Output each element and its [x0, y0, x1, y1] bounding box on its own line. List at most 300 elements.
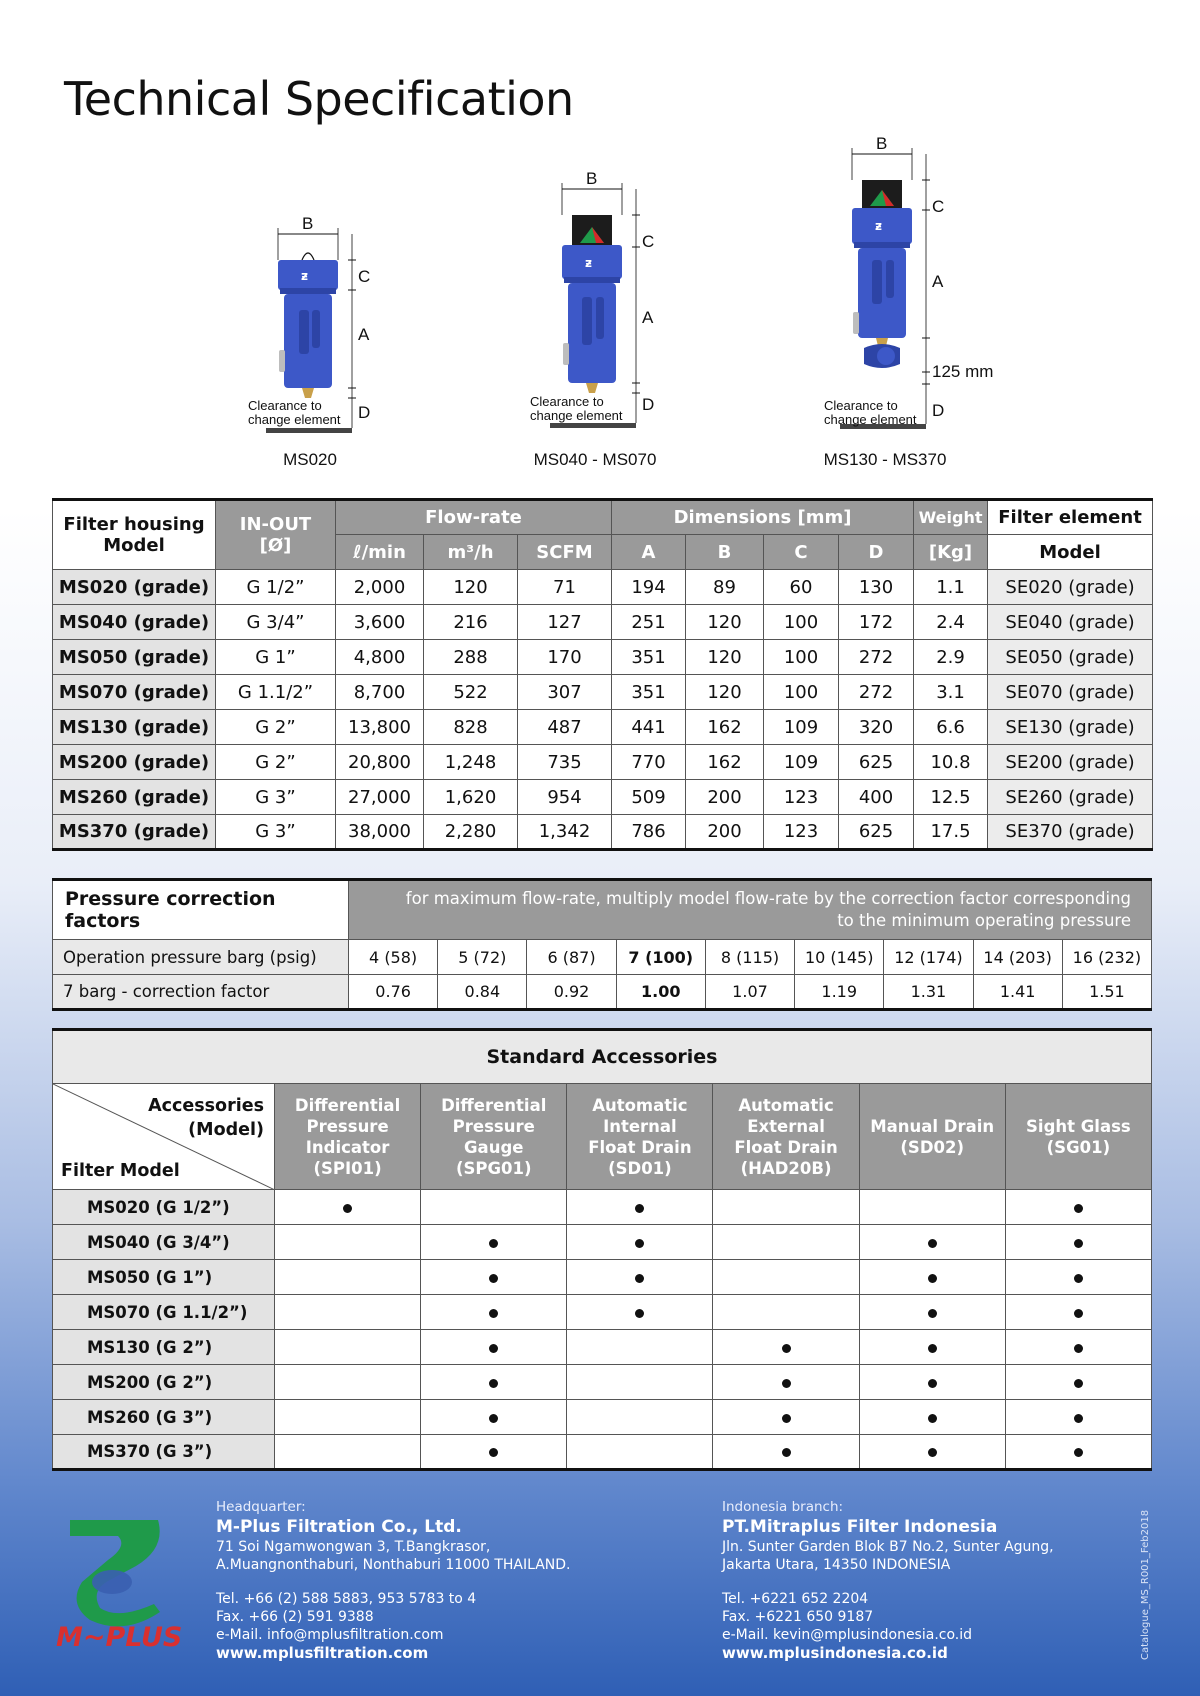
bullet-dot-icon [343, 1204, 352, 1213]
branch-address-line-2: Jakarta Utara, 14350 INDONESIA [722, 1557, 951, 1573]
accessory-row [53, 1260, 1152, 1295]
spec-value-cell: 100 [764, 605, 839, 640]
bullet-dot-icon [782, 1448, 791, 1457]
accessory-mark-cell [1005, 1295, 1151, 1330]
spec-value-cell: 12.5 [914, 780, 988, 815]
bullet-dot-icon [489, 1414, 498, 1423]
accessory-model-cell: MS020 (G 1/2”) [53, 1190, 275, 1225]
accessory-column-header [1005, 1084, 1151, 1190]
spec-value-cell: 172 [839, 605, 914, 640]
subheader-cell: [Kg] [914, 535, 988, 570]
accessory-mark-cell [567, 1225, 713, 1260]
accessory-mark-cell [567, 1330, 713, 1365]
bullet-dot-icon [489, 1379, 498, 1388]
accessory-model-cell: MS040 (G 3/4”) [53, 1225, 275, 1260]
bullet-dot-icon [782, 1344, 791, 1353]
spec-value-cell: 625 [839, 815, 914, 850]
accessory-header-line: Automatic [592, 1095, 688, 1115]
dim-c-label: C [932, 197, 945, 216]
header-model-line-2: Model [103, 535, 165, 556]
spec-value-cell: G 1/2” [216, 570, 336, 605]
spec-value-cell: 735 [518, 745, 612, 780]
pressure-value-cell: 8 (115) [705, 940, 794, 975]
bullet-dot-icon [1074, 1239, 1083, 1248]
bullet-dot-icon [928, 1414, 937, 1423]
spec-value-cell: 954 [518, 780, 612, 815]
accessory-header-line: Automatic [738, 1095, 834, 1115]
spec-value-cell: 2,280 [424, 815, 518, 850]
bullet-dot-icon [782, 1379, 791, 1388]
accessory-mark-cell [859, 1400, 1005, 1435]
spec-value-cell: 20,800 [336, 745, 424, 780]
bullet-dot-icon [635, 1309, 644, 1318]
factor-value-cell: 1.00 [616, 975, 705, 1010]
figure-caption-ms130-ms370: MS130 - MS370 [823, 450, 947, 469]
accessory-model-cell: MS200 (G 2”) [53, 1365, 275, 1400]
accessory-mark-cell [713, 1400, 859, 1435]
spec-value-cell: 320 [839, 710, 914, 745]
bullet-dot-icon [489, 1344, 498, 1353]
spec-element-cell: SE200 (grade) [988, 745, 1153, 780]
spec-value-cell: 3,600 [336, 605, 424, 640]
spec-value-cell: 100 [764, 675, 839, 710]
spec-row [53, 780, 1153, 815]
accessory-model-cell: MS260 (G 3”) [53, 1400, 275, 1435]
subheader-cell: A [612, 535, 686, 570]
spec-value-cell: 89 [686, 570, 764, 605]
header-inout-line-1: IN-OUT [239, 514, 312, 535]
spec-value-cell: 38,000 [336, 815, 424, 850]
bullet-dot-icon [1074, 1204, 1083, 1213]
spec-element-cell: SE020 (grade) [988, 570, 1153, 605]
accessory-mark-cell [1005, 1365, 1151, 1400]
accessory-header-line: Differential [294, 1095, 401, 1115]
spec-value-cell: G 2” [216, 710, 336, 745]
filter-drawing-ms040 [520, 165, 670, 435]
accessories-corner-cell [53, 1084, 275, 1190]
spec-value-cell: 60 [764, 570, 839, 605]
bullet-dot-icon [489, 1309, 498, 1318]
hq-company: M-Plus Filtration Co., Ltd. [216, 1517, 462, 1537]
accessory-mark-cell [859, 1435, 1005, 1470]
accessory-mark-cell [859, 1225, 1005, 1260]
dim-b-label: B [586, 169, 598, 188]
accessory-mark-cell [567, 1365, 713, 1400]
dim-d-label: D [932, 401, 945, 420]
spec-value-cell: 272 [839, 675, 914, 710]
pressure-value-cell: 6 (87) [527, 940, 616, 975]
spec-element-cell: SE130 (grade) [988, 710, 1153, 745]
accessory-header-line: Manual Drain [870, 1116, 995, 1136]
spec-value-cell: 200 [686, 780, 764, 815]
bullet-dot-icon [928, 1448, 937, 1457]
branch-fax: Fax. +6221 650 9187 [722, 1609, 874, 1625]
pressure-title: Pressure correction factors [53, 880, 349, 940]
corner-accessories-line-1: Accessories [148, 1096, 264, 1116]
accessory-header-line: Indicator [305, 1137, 390, 1157]
spec-value-cell: 17.5 [914, 815, 988, 850]
dim-d-label: D [358, 403, 371, 422]
clearance-line-2: change element [248, 412, 341, 427]
spec-row [53, 675, 1153, 710]
accessory-mark-cell [421, 1190, 567, 1225]
accessory-mark-cell [859, 1190, 1005, 1225]
spec-value-cell: 351 [612, 640, 686, 675]
header-weight: Weight [914, 500, 988, 535]
clearance-line-2: change element [824, 412, 917, 427]
logo-text: M~PLUS [56, 1622, 183, 1653]
accessory-mark-cell [567, 1190, 713, 1225]
accessory-header-line: (SD02) [900, 1137, 965, 1157]
spec-value-cell: 200 [686, 815, 764, 850]
accessory-column-header [859, 1084, 1005, 1190]
clearance-line-1: Clearance to [824, 398, 898, 413]
accessory-mark-cell [275, 1225, 421, 1260]
accessory-mark-cell [859, 1260, 1005, 1295]
spec-value-cell: 251 [612, 605, 686, 640]
spec-value-cell: 4,800 [336, 640, 424, 675]
accessory-mark-cell [1005, 1260, 1151, 1295]
accessory-header-line: Gauge [464, 1137, 524, 1157]
accessory-mark-cell [713, 1435, 859, 1470]
spec-table [52, 498, 1153, 851]
spec-element-cell: SE370 (grade) [988, 815, 1153, 850]
accessory-mark-cell [1005, 1435, 1151, 1470]
spec-element-cell: SE050 (grade) [988, 640, 1153, 675]
dim-c-label: C [642, 232, 655, 251]
pressure-note-line-2: to the minimum operating pressure [837, 911, 1131, 930]
accessory-column-header [421, 1084, 567, 1190]
filter-drawing-ms130 [810, 132, 1010, 435]
accessory-header-line: (SPG01) [455, 1158, 532, 1178]
accessory-header-line: (SD01) [608, 1158, 672, 1178]
accessories-table [52, 1028, 1152, 1471]
pressure-value-cell: 5 (72) [438, 940, 527, 975]
branch-email[interactable]: e-Mail. kevin@mplusindonesia.co.id [722, 1627, 973, 1643]
bullet-dot-icon [928, 1344, 937, 1353]
corner-accessories-label [148, 1094, 264, 1142]
accessory-header-line: Differential [441, 1095, 547, 1115]
accessory-mark-cell [421, 1365, 567, 1400]
accessory-row [53, 1435, 1152, 1470]
accessory-row [53, 1190, 1152, 1225]
factor-value-cell: 0.76 [349, 975, 438, 1010]
spec-value-cell: 351 [612, 675, 686, 710]
accessory-mark-cell [859, 1295, 1005, 1330]
accessory-header-line: (HAD20B) [740, 1158, 832, 1178]
spec-element-cell: SE070 (grade) [988, 675, 1153, 710]
bullet-dot-icon [928, 1309, 937, 1318]
hq-email[interactable]: e-Mail. info@mplusfiltration.com [216, 1627, 444, 1643]
factor-value-cell: 1.41 [973, 975, 1062, 1010]
accessory-header-line: (SG01) [1046, 1137, 1111, 1157]
spec-value-cell: 1,248 [424, 745, 518, 780]
figure-ms130-ms370 [810, 132, 1010, 435]
spec-value-cell: 6.6 [914, 710, 988, 745]
branch-address-block [722, 1498, 1122, 1662]
pressure-value-cell: 7 (100) [616, 940, 705, 975]
hq-fax: Fax. +66 (2) 591 9388 [216, 1609, 374, 1625]
accessory-mark-cell [1005, 1400, 1151, 1435]
accessory-mark-cell [1005, 1225, 1151, 1260]
spec-row [53, 710, 1153, 745]
branch-address-line-1: Jln. Sunter Garden Blok B7 No.2, Sunter Agung, [722, 1539, 1054, 1555]
header-model [53, 500, 216, 570]
spec-model-cell: MS200 (grade) [53, 745, 216, 780]
filter-drawing-ms020 [240, 210, 380, 440]
figure-ms020 [240, 210, 380, 440]
spec-value-cell: 2.9 [914, 640, 988, 675]
accessory-column-header [275, 1084, 421, 1190]
spec-value-cell: 127 [518, 605, 612, 640]
spec-value-cell: 109 [764, 710, 839, 745]
dim-d-label: D [642, 395, 655, 414]
bullet-dot-icon [635, 1274, 644, 1283]
bullet-dot-icon [489, 1274, 498, 1283]
hq-address-line-1: 71 Soi Ngamwongwan 3, T.Bangkrasor, [216, 1539, 491, 1555]
spec-value-cell: 786 [612, 815, 686, 850]
clearance-line-2: change element [530, 408, 623, 423]
pressure-value-cell: 4 (58) [349, 940, 438, 975]
factor-row-label: 7 barg - correction factor [53, 975, 349, 1010]
accessory-mark-cell [713, 1190, 859, 1225]
bullet-dot-icon [635, 1239, 644, 1248]
factor-value-cell: 0.84 [438, 975, 527, 1010]
spec-value-cell: 522 [424, 675, 518, 710]
factor-value-cell: 1.31 [884, 975, 973, 1010]
spec-value-cell: 120 [686, 640, 764, 675]
header-inout-line-2: [Ø] [259, 535, 292, 556]
accessory-mark-cell [421, 1225, 567, 1260]
spec-value-cell: 272 [839, 640, 914, 675]
accessory-mark-cell [275, 1190, 421, 1225]
spec-value-cell: 194 [612, 570, 686, 605]
spec-value-cell: 120 [686, 675, 764, 710]
pressure-table [52, 878, 1152, 1011]
branch-label: Indonesia branch: [722, 1499, 844, 1515]
accessory-header-line: (SPI01) [313, 1158, 382, 1178]
hq-address-block [216, 1498, 636, 1662]
pressure-row-label: Operation pressure barg (psig) [53, 940, 349, 975]
pressure-value-cell: 10 (145) [795, 940, 884, 975]
spec-value-cell: G 1” [216, 640, 336, 675]
accessory-model-cell: MS050 (G 1”) [53, 1260, 275, 1295]
accessory-mark-cell [421, 1435, 567, 1470]
figure-caption-ms020: MS020 [283, 450, 337, 469]
accessory-row [53, 1400, 1152, 1435]
accessory-header-line: Pressure [452, 1116, 535, 1136]
header-model-line-1: Filter housing [63, 514, 205, 535]
pressure-note-line-1: for maximum flow-rate, multiply model flow-rate by the correction factor corresponding [405, 889, 1131, 908]
subheader-cell: B [686, 535, 764, 570]
bullet-dot-icon [1074, 1274, 1083, 1283]
accessory-mark-cell [421, 1330, 567, 1365]
dim-b-label: B [302, 214, 314, 233]
bullet-dot-icon [928, 1379, 937, 1388]
accessory-mark-cell [275, 1295, 421, 1330]
header-inout [216, 500, 336, 570]
accessory-mark-cell [567, 1400, 713, 1435]
figure-caption-ms040-ms070: MS040 - MS070 [533, 450, 657, 469]
accessory-mark-cell [421, 1400, 567, 1435]
spec-value-cell: G 3” [216, 815, 336, 850]
spec-value-cell: 2.4 [914, 605, 988, 640]
bullet-dot-icon [928, 1239, 937, 1248]
bullet-dot-icon [635, 1204, 644, 1213]
spec-value-cell: 123 [764, 780, 839, 815]
catalogue-code: Catalogue_MS_R001_Feb2018 [1140, 1509, 1151, 1660]
subheader-cell: Model [988, 535, 1153, 570]
spec-value-cell: 109 [764, 745, 839, 780]
spec-value-cell: 216 [424, 605, 518, 640]
dim-b-label: B [876, 134, 888, 153]
spec-value-cell: 123 [764, 815, 839, 850]
spec-value-cell: 120 [424, 570, 518, 605]
hq-address-line-2: A.Muangnonthaburi, Nonthaburi 11000 THAILAND. [216, 1557, 571, 1573]
spec-value-cell: G 3/4” [216, 605, 336, 640]
accessory-mark-cell [859, 1330, 1005, 1365]
accessory-mark-cell [713, 1365, 859, 1400]
header-flow-rate: Flow-rate [336, 500, 612, 535]
spec-value-cell: 2,000 [336, 570, 424, 605]
dim-c-label: C [358, 267, 371, 286]
accessory-mark-cell [421, 1260, 567, 1295]
hq-label: Headquarter: [216, 1499, 306, 1515]
footer [0, 1490, 1200, 1696]
pressure-value-cell: 12 (174) [884, 940, 973, 975]
accessory-row [53, 1330, 1152, 1365]
pressure-note [349, 880, 1152, 940]
spec-value-cell: 120 [686, 605, 764, 640]
spec-value-cell: 130 [839, 570, 914, 605]
subheader-cell: m³/h [424, 535, 518, 570]
spec-model-cell: MS370 (grade) [53, 815, 216, 850]
accessory-mark-cell [275, 1435, 421, 1470]
accessory-header-line: Float Drain [734, 1137, 838, 1157]
accessory-model-cell: MS130 (G 2”) [53, 1330, 275, 1365]
svg-text:ƶ: ƶ [875, 219, 882, 233]
bullet-dot-icon [1074, 1309, 1083, 1318]
subheader-cell: SCFM [518, 535, 612, 570]
spec-model-cell: MS130 (grade) [53, 710, 216, 745]
spec-value-cell: 307 [518, 675, 612, 710]
pressure-value-cell: 14 (203) [973, 940, 1062, 975]
corner-accessories-line-2: (Model) [188, 1120, 264, 1140]
bullet-dot-icon [1074, 1379, 1083, 1388]
svg-text:ƶ: ƶ [301, 269, 308, 283]
accessory-mark-cell [421, 1295, 567, 1330]
accessory-header-line: Pressure [306, 1116, 389, 1136]
clearance-line-1: Clearance to [530, 394, 604, 409]
bullet-dot-icon [928, 1274, 937, 1283]
dim-a-label: A [642, 308, 654, 327]
spec-value-cell: 400 [839, 780, 914, 815]
dim-a-label: A [358, 325, 370, 344]
subheader-cell: ℓ/min [336, 535, 424, 570]
bullet-dot-icon [1074, 1448, 1083, 1457]
spec-model-cell: MS050 (grade) [53, 640, 216, 675]
accessory-mark-cell [713, 1295, 859, 1330]
spec-value-cell: 162 [686, 710, 764, 745]
spec-value-cell: 13,800 [336, 710, 424, 745]
spec-value-cell: 770 [612, 745, 686, 780]
spec-row [53, 605, 1153, 640]
accessory-mark-cell [275, 1400, 421, 1435]
dim-a-label: A [932, 272, 944, 291]
accessory-mark-cell [567, 1295, 713, 1330]
spec-value-cell: 625 [839, 745, 914, 780]
spec-value-cell: 1.1 [914, 570, 988, 605]
accessory-model-cell: MS370 (G 3”) [53, 1435, 275, 1470]
spec-row [53, 570, 1153, 605]
accessory-header-line: Float Drain [588, 1137, 692, 1157]
accessory-mark-cell [713, 1225, 859, 1260]
figure-ms040-ms070 [520, 165, 670, 435]
spec-value-cell: G 2” [216, 745, 336, 780]
spec-value-cell: 828 [424, 710, 518, 745]
clearance-line-1: Clearance to [248, 398, 322, 413]
spec-value-cell: 487 [518, 710, 612, 745]
bullet-dot-icon [489, 1448, 498, 1457]
corner-filter-model-label: Filter Model [61, 1161, 180, 1181]
spec-model-cell: MS040 (grade) [53, 605, 216, 640]
spec-value-cell: 1,342 [518, 815, 612, 850]
hq-website-link[interactable]: www.mplusfiltration.com [216, 1644, 429, 1662]
accessory-mark-cell [859, 1365, 1005, 1400]
accessory-mark-cell [275, 1365, 421, 1400]
spec-model-cell: MS260 (grade) [53, 780, 216, 815]
spec-value-cell: 8,700 [336, 675, 424, 710]
spec-row [53, 745, 1153, 780]
spec-value-cell: 162 [686, 745, 764, 780]
accessory-row [53, 1365, 1152, 1400]
accessories-title: Standard Accessories [53, 1030, 1152, 1084]
accessory-mark-cell [1005, 1190, 1151, 1225]
accessory-mark-cell [275, 1260, 421, 1295]
factor-value-cell: 1.07 [705, 975, 794, 1010]
branch-website-link[interactable]: www.mplusindonesia.co.id [722, 1644, 948, 1662]
bullet-dot-icon [1074, 1414, 1083, 1423]
factor-value-cell: 1.19 [795, 975, 884, 1010]
spec-value-cell: 509 [612, 780, 686, 815]
accessory-row [53, 1225, 1152, 1260]
spec-value-cell: 27,000 [336, 780, 424, 815]
accessory-column-header [567, 1084, 713, 1190]
accessory-mark-cell [567, 1435, 713, 1470]
spec-value-cell: 441 [612, 710, 686, 745]
accessory-column-header [713, 1084, 859, 1190]
subheader-cell: D [839, 535, 914, 570]
spec-model-cell: MS020 (grade) [53, 570, 216, 605]
bullet-dot-icon [489, 1239, 498, 1248]
accessory-row [53, 1295, 1152, 1330]
spec-value-cell: 3.1 [914, 675, 988, 710]
accessory-header-line: Internal [603, 1116, 677, 1136]
dim-125mm-label: 125 mm [932, 362, 994, 381]
spec-value-cell: 1,620 [424, 780, 518, 815]
accessory-header-line: External [747, 1116, 825, 1136]
spec-value-cell: 288 [424, 640, 518, 675]
spec-value-cell: 100 [764, 640, 839, 675]
factor-value-cell: 0.92 [527, 975, 616, 1010]
accessory-mark-cell [275, 1330, 421, 1365]
spec-value-cell: 71 [518, 570, 612, 605]
spec-value-cell: G 3” [216, 780, 336, 815]
subheader-cell: C [764, 535, 839, 570]
spec-element-cell: SE040 (grade) [988, 605, 1153, 640]
factor-value-cell: 1.51 [1062, 975, 1151, 1010]
spec-element-cell: SE260 (grade) [988, 780, 1153, 815]
